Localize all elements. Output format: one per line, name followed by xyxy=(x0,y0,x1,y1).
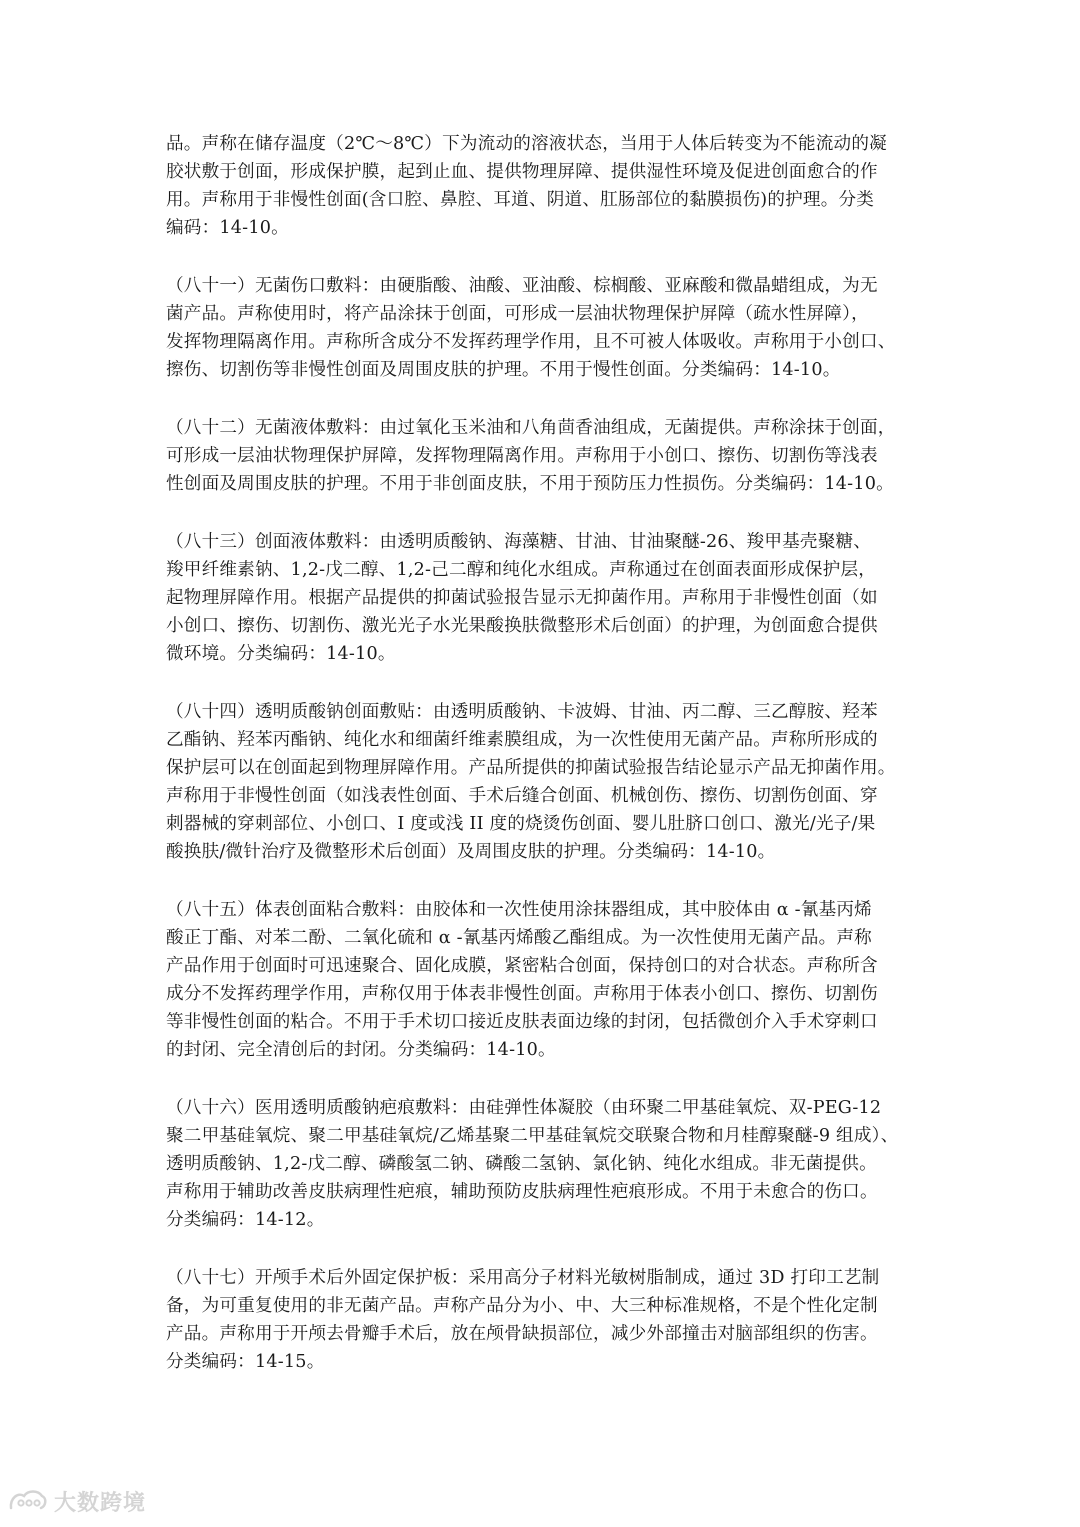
paragraph-line: 品。声称在储存温度（2℃～8℃）下为流动的溶液状态，当用于人体后转变为不能流动的凝 xyxy=(166,134,887,154)
paragraph-line: （八十七）开颅手术后外固定保护板：采用高分子材料光敏树脂制成，通过 3D 打印工艺制 xyxy=(166,1268,880,1288)
paragraph-line: 起物理屏障作用。根据产品提供的抑菌试验报告显示无抑菌作用。声称用于非慢性创面（如 xyxy=(166,588,878,608)
paragraph-line: 微环境。分类编码：14-10。 xyxy=(166,644,396,664)
paragraph-line: 乙酯钠、羟苯丙酯钠、纯化水和细菌纤维素膜组成，为一次性使用无菌产品。声称所形成的 xyxy=(166,730,878,750)
paragraph-line: 产品作用于创面时可迅速聚合、固化成膜，紧密粘合创面，保持创口的对合状态。声称所含 xyxy=(166,956,878,976)
paragraph-line: 透明质酸钠、1,2-戊二醇、磷酸氢二钠、磷酸二氢钠、氯化钠、纯化水组成。非无菌提供。 xyxy=(166,1154,877,1174)
paragraph-line: （八十三）创面液体敷料：由透明质酸钠、海藻糖、甘油、甘油聚醚-26、羧甲基壳聚糖、 xyxy=(166,532,872,552)
paragraph-line: 编码：14-10。 xyxy=(166,218,289,238)
paragraph-line: 擦伤、切割伤等非慢性创面及周围皮肤的护理。不用于慢性创面。分类编码：14-10。 xyxy=(166,360,841,380)
paragraph-line: 发挥物理隔离作用。声称所含成分不发挥药理学作用，且不可被人体吸收。声称用于小创口、 xyxy=(166,332,896,352)
watermark-text: 大数跨境 xyxy=(54,1490,147,1516)
paragraph-line: 保护层可以在创面起到物理屏障作用。产品所提供的抑菌试验报告结论显示产品无抑菌作用。 xyxy=(166,758,896,778)
paragraph-line: 酸正丁酯、对苯二酚、二氧化硫和 α -氰基丙烯酸乙酯组成。为一次性使用无菌产品。声称 xyxy=(166,928,872,948)
paragraph-line: 的封闭、完全清创后的封闭。分类编码：14-10。 xyxy=(166,1040,556,1060)
paragraph-line: 声称用于非慢性创面（如浅表性创面、手术后缝合创面、机械创伤、擦伤、切割伤创面、穿 xyxy=(166,786,878,806)
paragraph-line: 可形成一层油状物理保护屏障，发挥物理隔离作用。声称用于小创口、擦伤、切割伤等浅表 xyxy=(166,446,878,466)
paragraph-line: 性创面及周围皮肤的护理。不用于非创面皮肤，不用于预防压力性损伤。分类编码：14-10。 xyxy=(166,474,894,494)
paragraph-line: （八十一）无菌伤口敷料：由硬脂酸、油酸、亚油酸、棕榈酸、亚麻酸和微晶蜡组成，为无 xyxy=(166,276,878,296)
paragraph-line: 备，为可重复使用的非无菌产品。声称产品分为小、中、大三种标准规格，不是个性化定制 xyxy=(166,1296,878,1316)
watermark xyxy=(8,1484,146,1518)
paragraph-line: 产品。声称用于开颅去骨瓣手术后，放在颅骨缺损部位，减少外部撞击对脑部组织的伤害。 xyxy=(166,1324,878,1344)
paragraph-line: 菌产品。声称使用时，将产品涂抹于创面，可形成一层油状物理保护屏障（疏水性屏障）， xyxy=(166,304,869,324)
paragraph-line: 等非慢性创面的粘合。不用于手术切口接近皮肤表面边缘的封闭，包括微创介入手术穿刺口 xyxy=(166,1012,878,1032)
paragraph-line: 用。声称用于非慢性创面(含口腔、鼻腔、耳道、阴道、肛肠部位的黏膜损伤)的护理。分类 xyxy=(166,190,875,210)
paragraph-line: （八十四）透明质酸钠创面敷贴：由透明质酸钠、卡波姆、甘油、丙二醇、三乙醇胺、羟苯 xyxy=(166,702,878,722)
paragraph-line: 分类编码：14-12。 xyxy=(166,1210,325,1230)
brand-logo-icon xyxy=(8,1488,48,1514)
paragraph-line: （八十二）无菌液体敷料：由过氧化玉米油和八角茴香油组成，无菌提供。声称涂抹于创面， xyxy=(166,418,896,438)
paragraph-line: 胶状敷于创面，形成保护膜，起到止血、提供物理屏障、提供湿性环境及促进创面愈合的作 xyxy=(166,162,878,182)
paragraph-line: 声称用于辅助改善皮肤病理性疤痕，辅助预防皮肤病理性疤痕形成。不用于未愈合的伤口。 xyxy=(166,1182,878,1202)
paragraph-line: 酸换肤/微针治疗及微整形术后创面）及周围皮肤的护理。分类编码：14-10。 xyxy=(166,842,776,862)
paragraph-line: 分类编码：14-15。 xyxy=(166,1352,325,1372)
paragraph-line: 刺器械的穿刺部位、小创口、I 度或浅 II 度的烧烫伤创面、婴儿肚脐口创口、激光/光子/果 xyxy=(166,814,876,834)
paragraph-line: 小创口、擦伤、切割伤、激光光子水光果酸换肤微整形术后创面）的护理，为创面愈合提供 xyxy=(166,616,878,636)
paragraph-line: （八十六）医用透明质酸钠疤痕敷料：由硅弹性体凝胶（由环聚二甲基硅氧烷、双-PEG-12 xyxy=(166,1098,882,1118)
paragraph-line: 成分不发挥药理学作用，声称仅用于体表非慢性创面。声称用于体表小创口、擦伤、切割伤 xyxy=(166,984,878,1004)
paragraph-line: 羧甲纤维素钠、1,2-戊二醇、1,2-己二醇和纯化水组成。声称通过在创面表面形成保护层， xyxy=(166,560,877,580)
paragraph-line: （八十五）体表创面粘合敷料：由胶体和一次性使用涂抹器组成，其中胶体由 α -氰基丙烯 xyxy=(166,900,872,920)
paragraph-line: 聚二甲基硅氧烷、聚二甲基硅氧烷/乙烯基聚二甲基硅氧烷交联聚合物和月桂醇聚醚-9 组成）、 xyxy=(166,1126,899,1146)
